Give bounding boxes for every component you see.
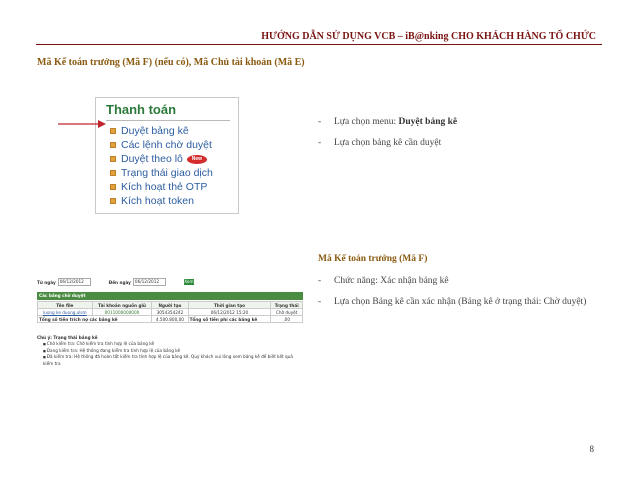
table-title: Các bảng chờ duyệt [37, 292, 303, 300]
col-header: Thời gian tạo [188, 302, 271, 309]
status-cell: Chờ duyệt [271, 309, 303, 316]
page-number: 8 [589, 444, 594, 454]
page-header [0, 0, 638, 43]
menu-item-kich-hoat-the-otp[interactable] [110, 180, 207, 194]
notes-heading: Chú ý: Trạng thái bảng kê [37, 335, 98, 340]
creator-cell: 3054354242 [152, 309, 188, 316]
step-function: - Chức năng: Xác nhận bảng kê [318, 276, 449, 286]
menu-item-label: Duyệt theo lô [121, 153, 183, 165]
fee-label: Tổng số tiền phí các bảng kê [188, 316, 271, 323]
status-notes [37, 335, 303, 367]
menu-item-label: Kích hoạt token [121, 195, 194, 207]
menu-divider [106, 120, 230, 121]
to-date-input[interactable]: 06/12/2012 [133, 278, 166, 286]
bullet-icon [110, 142, 116, 148]
menu-title: Thanh toán [106, 102, 177, 117]
fee-value: ,00 [271, 316, 303, 323]
bullet-icon [110, 156, 116, 162]
menu-item-label: Kích hoạt thẻ OTP [121, 181, 208, 193]
bullet-icon [110, 170, 116, 176]
total-label: Tổng số tiền trích nợ các bảng kê [38, 316, 152, 323]
payment-menu-screenshot [95, 97, 239, 214]
col-header: Người tạo [152, 302, 188, 309]
bullet-icon [110, 128, 116, 134]
menu-item-label: Duyệt bảng kê [121, 125, 189, 137]
menu-item-trang-thai-giao-dich[interactable] [110, 166, 213, 180]
menu-item-label: Trạng thái giao dịch [121, 167, 213, 179]
created-time-cell: 06/12/2012 15:20 [188, 309, 271, 316]
table-header-row [38, 302, 303, 309]
menu-item-cac-lenh-cho-duyet[interactable] [110, 138, 212, 152]
bullet-icon [110, 198, 116, 204]
file-name-link[interactable]: luong ke duong.xlsm [38, 309, 93, 316]
to-date-label: Đến ngày [108, 279, 131, 285]
menu-item-kich-hoat-token[interactable] [110, 194, 194, 208]
col-header: Tài khoản nguồn giữ [92, 302, 152, 309]
total-value: 4.500.800,00 [152, 316, 188, 323]
section-subtitle: Mã Kế toán trưởng (Mã F) (nếu có), Mã Chủ tài khoản (Mã E) [37, 57, 305, 68]
pointer-arrow-icon [58, 118, 106, 130]
bullet-icon [110, 184, 116, 190]
document-title: HƯỚNG DẪN SỬ DỤNG VCB – iB@nking CHO KHÁCH HÀNG TỔ CHỨC [261, 31, 596, 42]
totals-row [38, 316, 303, 323]
note-item: ■ Chờ kiểm tra: Chờ kiểm tra tính hợp lệ của bảng kê [37, 341, 303, 348]
step-select-confirm: - Lựa chọn Bảng kê cần xác nhận (Bảng kê ở trạng thái: Chờ duyệt) [318, 297, 587, 307]
pending-list-screenshot [37, 276, 303, 376]
date-filter-row [37, 276, 303, 288]
pending-table [37, 301, 303, 323]
col-header: Trạng thái [271, 302, 303, 309]
section2-heading: Mã Kế toán trưởng (Mã F) [318, 254, 428, 264]
header-rule [36, 44, 602, 45]
from-date-input[interactable]: 06/12/2012 [58, 278, 91, 286]
from-date-label: Từ ngày [37, 279, 56, 285]
menu-item-duyet-theo-lo[interactable] [110, 152, 207, 166]
menu-item-duyet-bang-ke[interactable] [110, 124, 189, 138]
note-item: ■ Đang kiểm tra: Hệ thống đang kiểm tra tính hợp lệ của bảng kê [37, 348, 303, 355]
menu-item-label: Các lệnh chờ duyệt [121, 139, 212, 151]
table-row[interactable] [38, 309, 303, 316]
search-button[interactable]: Xem [184, 279, 194, 284]
new-badge: New [187, 155, 207, 164]
account-cell: 0011000000000 [92, 309, 152, 316]
note-item: ■ Đã kiểm tra: Hệ thống đã hoàn tất kiểm tra tính hợp lệ của bảng kê. Quý khách vui lòng xem bảng kê để biết kết quả kiểm tra [37, 354, 303, 367]
step-select-menu: - Lựa chọn menu: Duyệt bảng kê [318, 117, 458, 127]
step-select-list: - Lựa chọn bảng kê cần duyệt [318, 138, 442, 148]
col-header: Tên file [38, 302, 93, 309]
